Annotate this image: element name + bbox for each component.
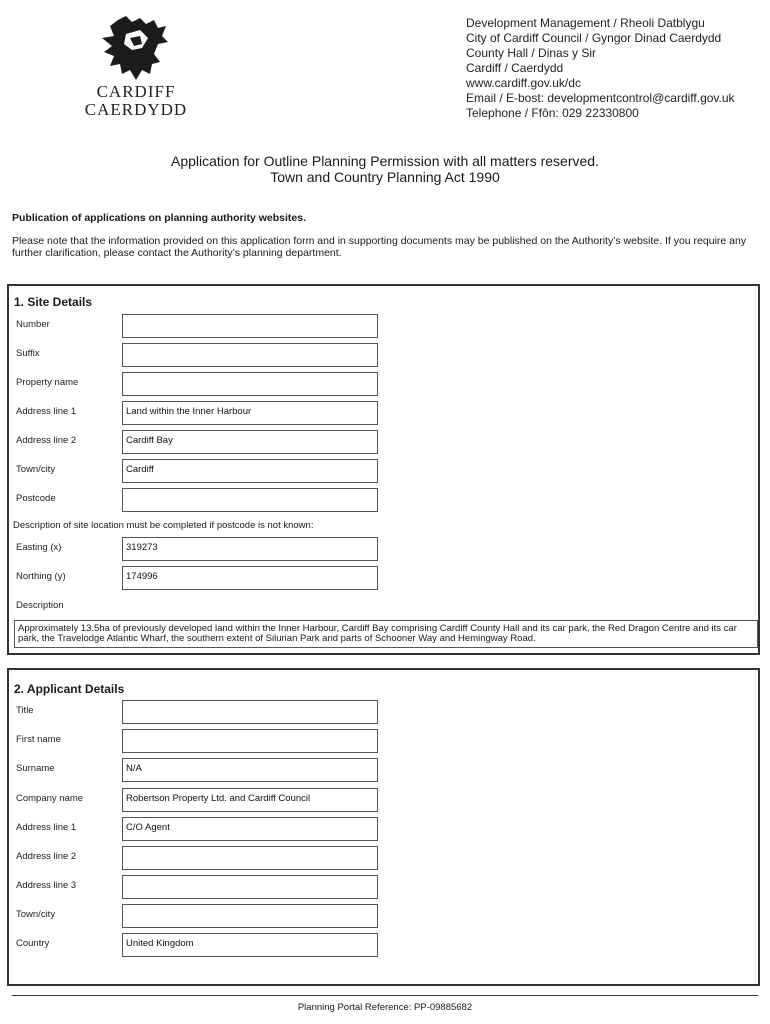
field-label: Address line 1 (16, 822, 77, 833)
field-label: Number (16, 319, 50, 330)
field-label: Suffix (16, 348, 40, 359)
portal-reference: Planning Portal Reference: PP-09885682 (297, 1002, 473, 1013)
section-heading: 1. Site Details (14, 295, 93, 309)
address-line-2-field[interactable]: Cardiff Bay (122, 430, 378, 454)
title-line-2: Town and Country Planning Act 1990 (270, 169, 500, 185)
site-details-section (7, 284, 760, 655)
contact-line: Development Management / Rheoli Datblygu (466, 16, 705, 30)
field-label: Address line 2 (16, 851, 77, 862)
applicant-details-section (7, 668, 760, 986)
contact-email: Email / E-bost: developmentcontrol@cardiff.gov.uk (466, 91, 735, 105)
company-name-field[interactable]: Robertson Property Ltd. and Cardiff Council (122, 788, 378, 812)
field-label: Easting (x) (16, 542, 62, 553)
publication-heading: Publication of applications on planning authority websites. (12, 212, 307, 224)
contact-line: County Hall / Dinas y Sir (466, 46, 597, 60)
field-label: Town/city (16, 909, 56, 920)
publication-text: Please note that the information provided on this application form and in supporting documents may be published on the Authority’s website. If you require any further clarification, please contact the Authority’s planning department. (12, 235, 747, 259)
contact-block (466, 16, 735, 121)
applicant-address-line-1-field[interactable]: C/O Agent (122, 817, 378, 841)
field-label: First name (16, 734, 61, 745)
contact-phone: Telephone / Ffôn: 029 22330800 (466, 106, 639, 120)
applicant-address-line-2-field[interactable] (122, 846, 378, 870)
field-label: Country (16, 938, 50, 949)
section-heading: 2. Applicant Details (14, 682, 125, 696)
field-label: Description (16, 600, 64, 611)
document-title (0, 153, 770, 185)
address-line-1-field[interactable]: Land within the Inner Harbour (122, 401, 378, 425)
surname-field[interactable]: N/A (122, 758, 378, 782)
country-field[interactable]: United Kingdom (122, 933, 378, 957)
property-name-field[interactable] (122, 372, 378, 396)
site-location-note: Description of site location must be completed if postcode is not known: (13, 520, 314, 531)
logo-line-1: CARDIFF (96, 82, 176, 101)
field-label: Address line 1 (16, 406, 77, 417)
title-field[interactable] (122, 700, 378, 724)
dragon-icon (96, 14, 176, 82)
number-field[interactable] (122, 314, 378, 338)
contact-website: www.cardiff.gov.uk/dc (466, 76, 581, 90)
footer-divider (12, 995, 758, 996)
applicant-town-city-field[interactable] (122, 904, 378, 928)
field-label: Postcode (16, 493, 56, 504)
title-line-1: Application for Outline Planning Permission with all matters reserved. (171, 153, 599, 169)
town-city-field[interactable]: Cardiff (122, 459, 378, 483)
contact-line: Cardiff / Caerdydd (466, 61, 564, 75)
field-label: Address line 2 (16, 435, 77, 446)
postcode-field[interactable] (122, 488, 378, 512)
description-field[interactable]: Approximately 13.5ha of previously developed land within the Inner Harbour, Cardiff Bay comprising Cardiff County Hall and its car park, the Red Dragon Centre and its car park, the Travelodge Atlantic Wharf, the southern extent of Silurian Park and parts of Schooner Way and Hemingway Road. (14, 620, 758, 648)
field-label: Title (16, 705, 34, 716)
field-label: Northing (y) (16, 571, 66, 582)
field-label: Address line 3 (16, 880, 77, 891)
applicant-address-line-3-field[interactable] (122, 875, 378, 899)
first-name-field[interactable] (122, 729, 378, 753)
contact-line: City of Cardiff Council / Gyngor Dinad Caerdydd (466, 31, 722, 45)
council-logo (76, 14, 196, 124)
suffix-field[interactable] (122, 343, 378, 367)
field-label: Property name (16, 377, 79, 388)
easting-field[interactable]: 319273 (122, 537, 378, 561)
field-label: Town/city (16, 464, 56, 475)
field-label: Company name (16, 793, 84, 804)
logo-line-2: CAERDYDD (84, 100, 188, 119)
field-label: Surname (16, 763, 55, 774)
northing-field[interactable]: 174996 (122, 566, 378, 590)
